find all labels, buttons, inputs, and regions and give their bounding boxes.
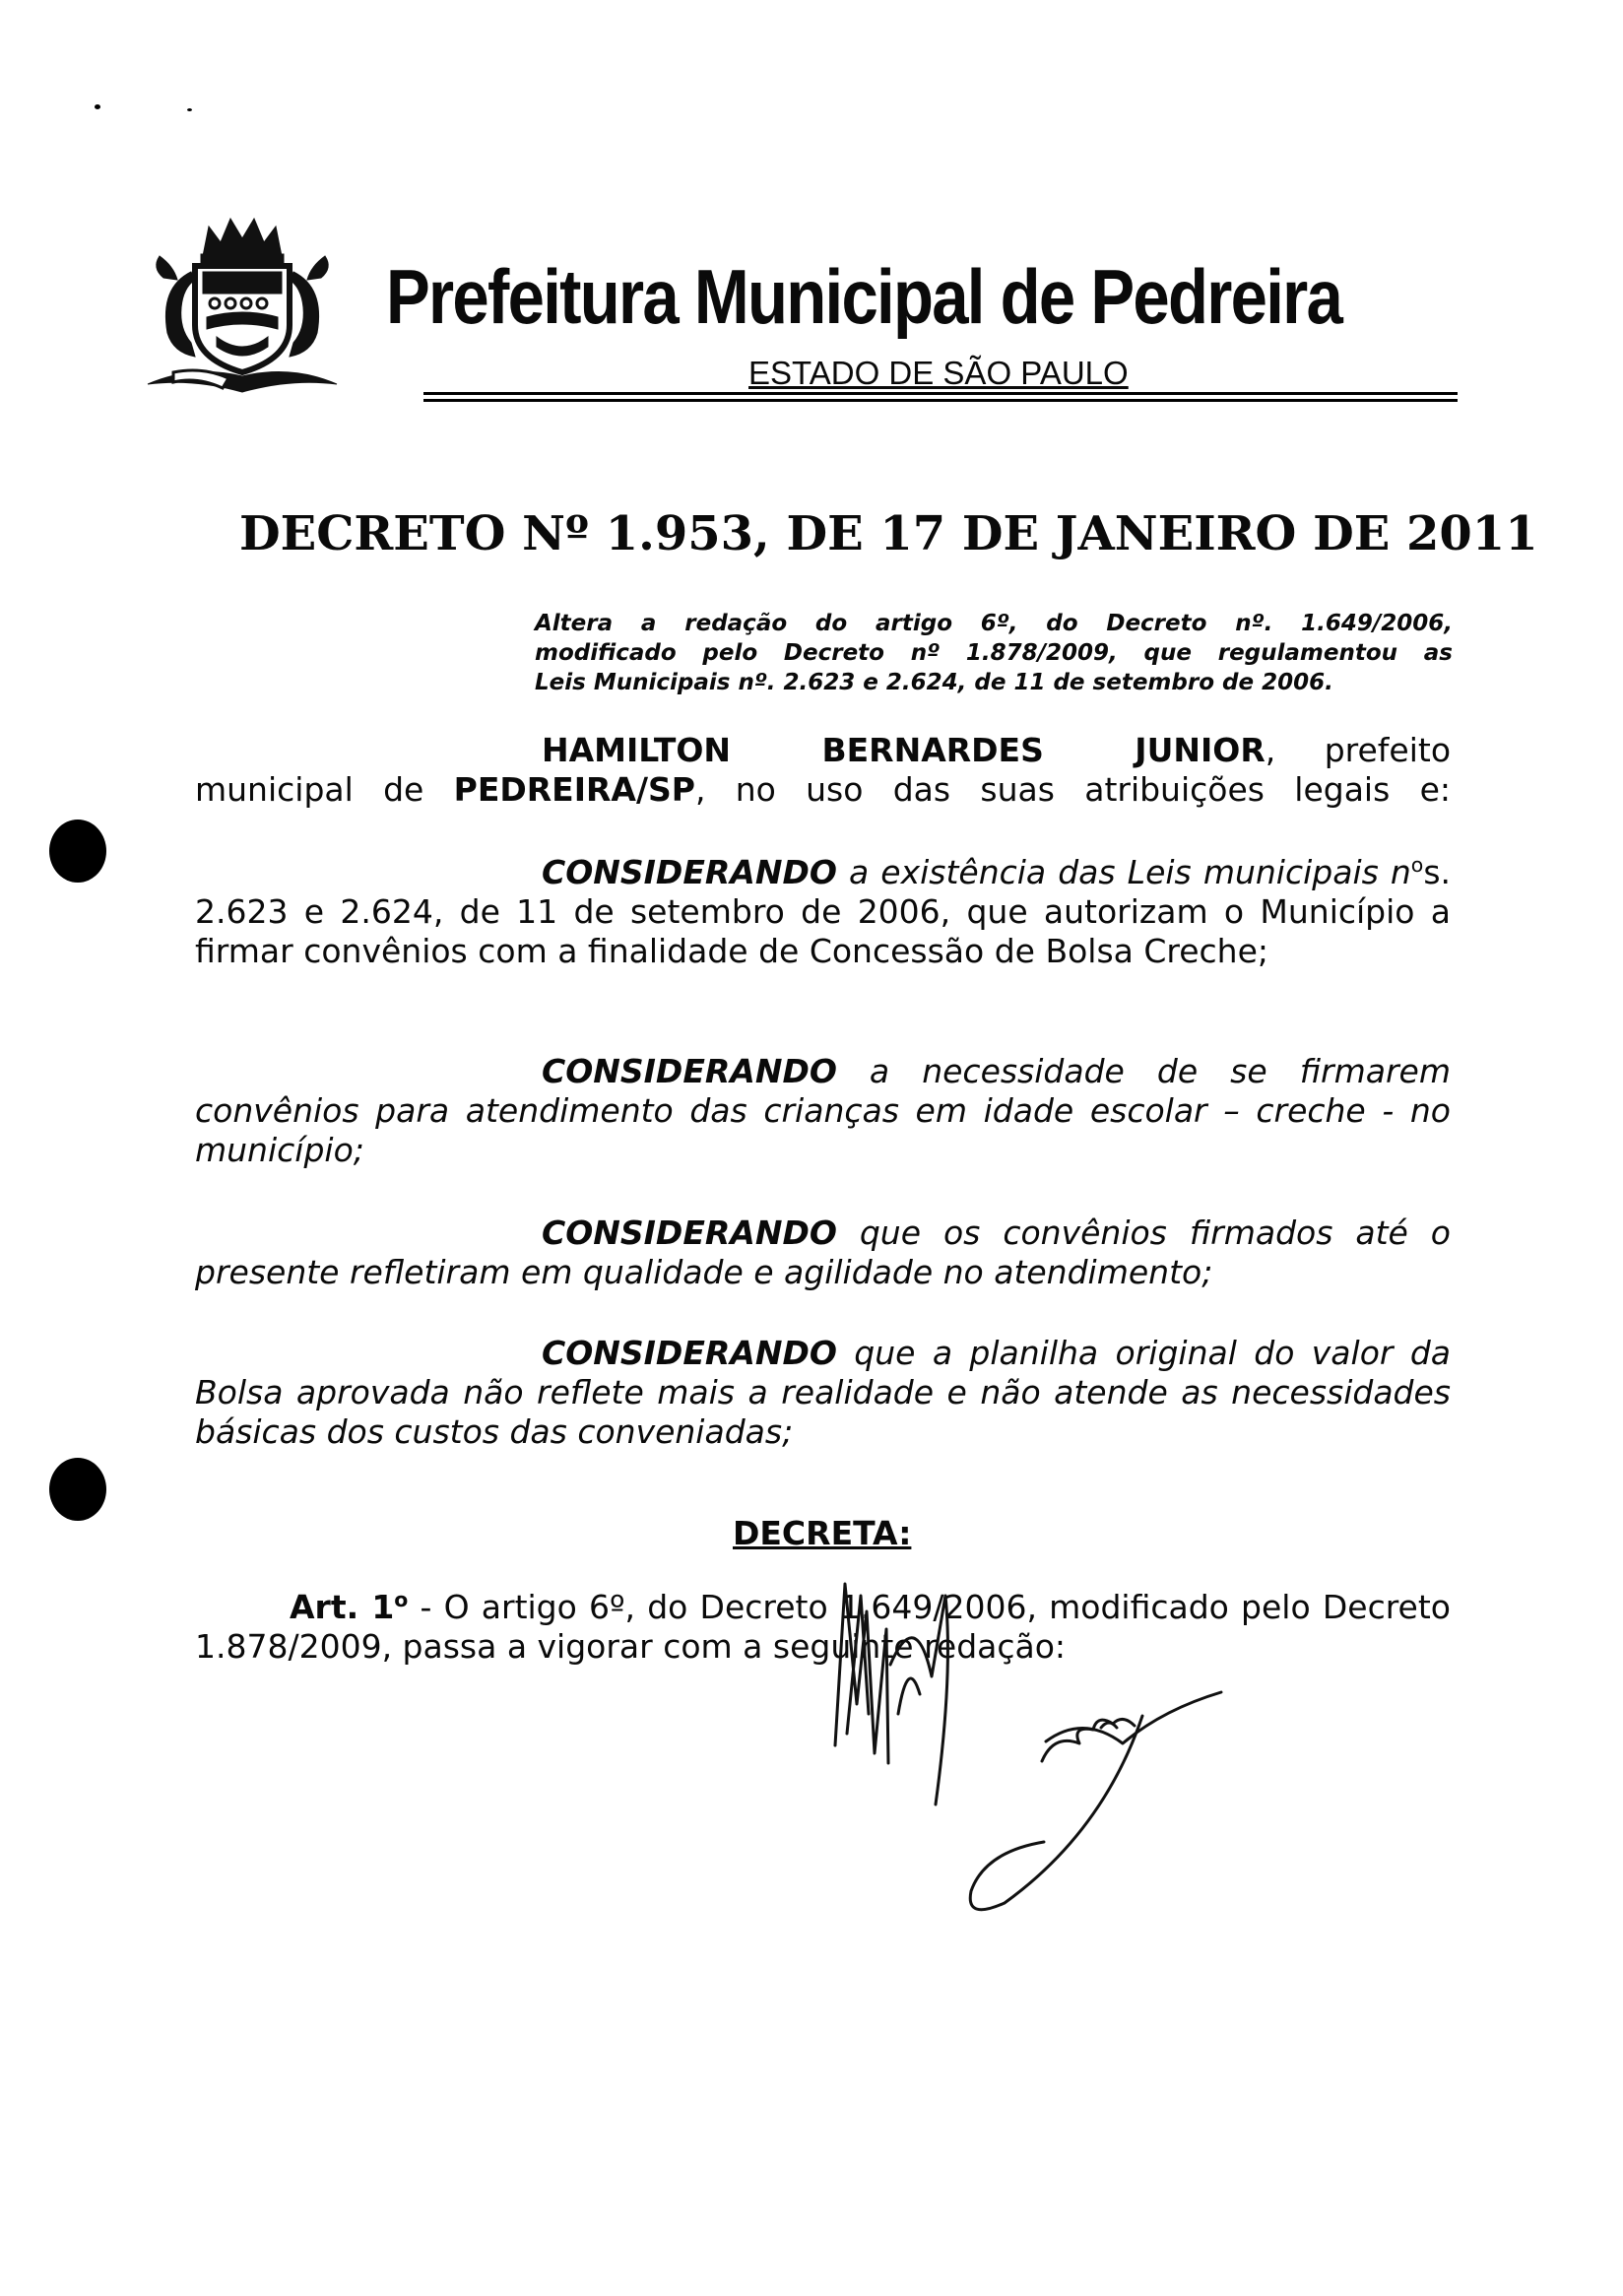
consideration-paragraph: [195, 1052, 1451, 1170]
header-rule: [423, 399, 1458, 402]
city-name: PEDREIRA/SP: [453, 770, 695, 809]
summary-line: Leis Municipais nº. 2.623 e 2.624, de 11 de setembro de 2006.: [535, 670, 1333, 695]
consideration-text: que a planilha original do valor da Bolsa aprovada não reflete mais a realidade e não atende as necessidades básicas dos custos das conveniadas;: [195, 1334, 1451, 1451]
considerando-keyword: CONSIDERANDO: [542, 1052, 837, 1090]
article-label: Art. 1: [290, 1588, 395, 1626]
article-text: - O artigo 6º, do Decreto 1.649/2006, modificado pelo Decreto 1.878/2009, passa a vigorar com a seguinte redação:: [195, 1588, 1451, 1666]
consideration-paragraph: [195, 1214, 1451, 1292]
state-subtitle: ESTADO DE SÃO PAULO: [748, 355, 1129, 391]
scan-speck: [187, 108, 192, 111]
ordinal-mark: o: [394, 1588, 409, 1611]
punch-hole-mark: [49, 820, 106, 883]
consideration-text: s. 2.623 e 2.624, de 11 de setembro de 2006, que autorizam o Município a firmar convênios com a finalidade de Concessão de Bolsa Creche;: [195, 853, 1451, 970]
decreta-heading: DECRETA:: [733, 1514, 912, 1552]
consideration-text: a existência das Leis municipais n: [836, 853, 1411, 891]
consideration-text: que os convênios firmados até o presente refletiram em qualidade e agilidade no atendimento;: [195, 1214, 1451, 1291]
header-rule: [423, 392, 1458, 395]
scan-speck: [95, 104, 100, 109]
intro-paragraph: [195, 731, 1451, 810]
consideration-paragraph: [195, 853, 1451, 971]
signature-icon: [788, 1418, 1241, 1950]
decree-summary: [535, 609, 1453, 697]
mayor-name: HAMILTON BERNARDES JUNIOR: [542, 731, 1266, 769]
intro-text: , no uso das suas atribuições legais e:: [694, 770, 1451, 809]
ordinal-mark: o: [1410, 853, 1424, 877]
considerando-keyword: CONSIDERANDO: [542, 1334, 837, 1372]
summary-line: Altera a redação do artigo 6º, do Decreto nº. 1.649/2006,: [535, 611, 1453, 636]
summary-line: modificado pelo Decreto nº 1.878/2009, que regulamentou as: [535, 640, 1453, 666]
coat-of-arms-icon: [134, 209, 351, 406]
consideration-text: a necessidade de se firmarem convênios para atendimento das crianças em idade escolar – creche - no município;: [195, 1052, 1451, 1169]
organization-title: Prefeitura Municipal de Pedreira: [386, 253, 1342, 340]
considerando-keyword: CONSIDERANDO: [542, 1214, 837, 1252]
punch-hole-mark: [49, 1458, 106, 1521]
considerando-keyword: CONSIDERANDO: [542, 853, 837, 891]
intro-text: , prefeito municipal de: [195, 731, 1452, 809]
decree-title: DECRETO Nº 1.953, DE 17 DE JANEIRO DE 2011: [239, 506, 1538, 561]
